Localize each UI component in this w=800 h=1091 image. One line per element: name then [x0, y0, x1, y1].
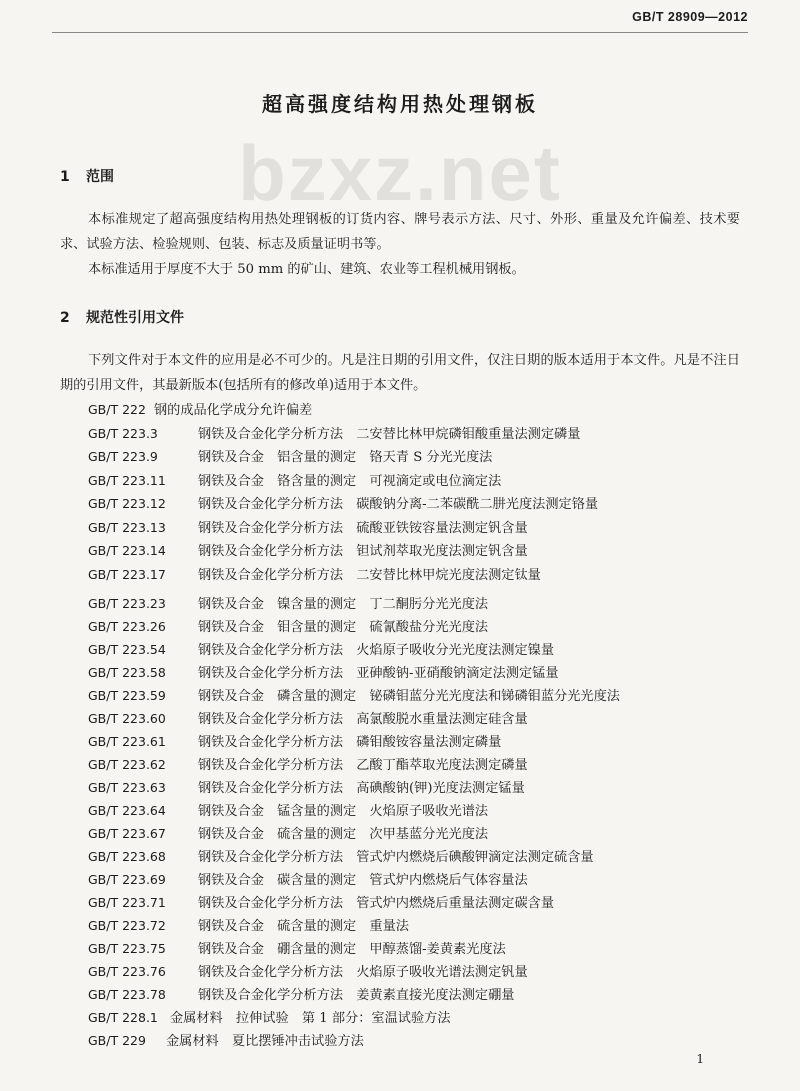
- reference-item: [88, 985, 515, 1005]
- reference-item: [88, 870, 528, 890]
- reference-code: GB/T 223.68: [88, 849, 166, 864]
- reference-item: [88, 447, 492, 467]
- reference-title: 金属材料 拉伸试验 第 1 部分：室温试验方法: [170, 1011, 451, 1026]
- reference-code: GB/T 223.63: [88, 780, 166, 795]
- reference-title: 钢铁及合金 铝含量的测定 铬天青 S 分光光度法: [198, 450, 493, 465]
- reference-title: 钢铁及合金化学分析方法 管式炉内燃烧后重量法测定碳含量: [198, 896, 555, 911]
- reference-code: GB/T 223.78: [88, 987, 166, 1002]
- section-1-title: 范围: [86, 169, 114, 185]
- reference-item: [88, 1031, 364, 1051]
- reference-title: 钢铁及合金 铬含量的测定 可视滴定或电位滴定法: [198, 474, 502, 489]
- standard-code: GB/T 28909—2012: [632, 10, 748, 24]
- reference-item: [88, 640, 554, 660]
- reference-title: 钢铁及合金化学分析方法 乙酸丁酯萃取光度法测定磷量: [198, 758, 528, 773]
- reference-title: 钢铁及合金 碳含量的测定 管式炉内燃烧后气体容量法: [198, 873, 528, 888]
- reference-code: GB/T 223.62: [88, 757, 166, 772]
- reference-item: [88, 400, 312, 420]
- reference-code: GB/T 223.75: [88, 941, 166, 956]
- reference-item: [88, 893, 554, 913]
- reference-title: 钢铁及合金 硼含量的测定 甲醇蒸馏-姜黄素光度法: [198, 942, 506, 957]
- reference-code: GB/T 223.58: [88, 665, 166, 680]
- reference-item: [88, 565, 541, 585]
- reference-item: [88, 518, 528, 538]
- reference-item: [88, 594, 488, 614]
- reference-item: [88, 686, 620, 706]
- section-1-paragraph-1: 本标准规定了超高强度结构用热处理钢板的订货内容、牌号表示方法、尺寸、外形、重量及允许偏差、技术要求、试验方法、检验规则、包装、标志及质量证明书等。: [60, 212, 740, 252]
- reference-code: GB/T 229: [88, 1033, 146, 1048]
- reference-title: 钢铁及合金 锰含量的测定 火焰原子吸收光谱法: [198, 804, 489, 819]
- reference-title: 钢铁及合金化学分析方法 高氯酸脱水重量法测定硅含量: [198, 712, 528, 727]
- reference-title: 钢铁及合金 钼含量的测定 硫氰酸盐分光光度法: [198, 620, 489, 635]
- reference-code: GB/T 223.9: [88, 449, 158, 464]
- reference-item: [88, 663, 559, 683]
- section-1-number: 1: [60, 169, 70, 185]
- watermark: bzxz.net: [238, 129, 562, 217]
- page-number: 1: [696, 1052, 704, 1066]
- section-2-number: 2: [60, 310, 70, 326]
- reference-title: 钢铁及合金化学分析方法 磷钼酸铵容量法测定磷量: [198, 735, 502, 750]
- reference-item: [88, 471, 501, 491]
- reference-item: [88, 1008, 451, 1028]
- reference-item: [88, 847, 594, 867]
- reference-item: [88, 939, 506, 959]
- header-divider: [52, 32, 748, 33]
- reference-title: 钢铁及合金化学分析方法 亚砷酸钠-亚硝酸钠滴定法测定锰量: [198, 666, 559, 681]
- reference-title: 钢铁及合金化学分析方法 硫酸亚铁铵容量法测定钒含量: [198, 521, 528, 536]
- reference-item: [88, 494, 598, 514]
- reference-code: GB/T 223.59: [88, 688, 166, 703]
- reference-item: [88, 541, 528, 561]
- section-2-heading: [60, 307, 184, 327]
- reference-title: 钢铁及合金化学分析方法 高碘酸钠(钾)光度法测定锰量: [198, 781, 525, 796]
- reference-item: [88, 617, 488, 637]
- section-2-intro: 下列文件对于本文件的应用是必不可少的。凡是注日期的引用文件，仅注日期的版本适用于本文件。凡是不注日期的引用文件，其最新版本(包括所有的修改单)适用于本文件。: [60, 353, 740, 393]
- reference-code: GB/T 228.1: [88, 1010, 158, 1025]
- section-1-heading: [60, 166, 114, 186]
- reference-title: 金属材料 夏比摆锤冲击试验方法: [166, 1034, 364, 1049]
- reference-title: 钢铁及合金化学分析方法 二安替比林甲烷磷钼酸重量法测定磷量: [198, 427, 581, 442]
- reference-title: 钢铁及合金 硫含量的测定 重量法: [198, 919, 409, 934]
- reference-title: 钢铁及合金 镍含量的测定 丁二酮肟分光光度法: [198, 597, 489, 612]
- reference-title: 钢铁及合金化学分析方法 姜黄素直接光度法测定硼量: [198, 988, 515, 1003]
- reference-title: 钢铁及合金 磷含量的测定 铋磷钼蓝分光光度法和锑磷钼蓝分光光度法: [198, 689, 620, 704]
- reference-title: 钢铁及合金 硫含量的测定 次甲基蓝分光光度法: [198, 827, 489, 842]
- reference-title: 钢铁及合金化学分析方法 管式炉内燃烧后碘酸钾滴定法测定硫含量: [198, 850, 594, 865]
- reference-code: GB/T 223.72: [88, 918, 166, 933]
- reference-title: 钢铁及合金化学分析方法 火焰原子吸收光谱法测定钒量: [198, 965, 528, 980]
- reference-code: GB/T 223.71: [88, 895, 166, 910]
- reference-title: 钢铁及合金化学分析方法 碳酸钠分离-二苯碳酰二肼光度法测定铬量: [198, 497, 599, 512]
- reference-code: GB/T 223.67: [88, 826, 166, 841]
- reference-item: [88, 916, 409, 936]
- reference-title: 钢的成品化学成分允许偏差: [154, 403, 313, 418]
- reference-item: [88, 778, 525, 798]
- reference-item: [88, 709, 528, 729]
- reference-code: GB/T 222: [88, 402, 146, 417]
- reference-code: GB/T 223.54: [88, 642, 166, 657]
- reference-code: GB/T 223.17: [88, 567, 166, 582]
- reference-item: [88, 755, 528, 775]
- reference-code: GB/T 223.60: [88, 711, 166, 726]
- reference-item: [88, 962, 528, 982]
- reference-code: GB/T 223.12: [88, 496, 166, 511]
- reference-code: GB/T 223.76: [88, 964, 166, 979]
- section-2-title: 规范性引用文件: [86, 310, 184, 326]
- reference-code: GB/T 223.14: [88, 543, 166, 558]
- reference-title: 钢铁及合金化学分析方法 钽试剂萃取光度法测定钒含量: [198, 544, 528, 559]
- reference-code: GB/T 223.64: [88, 803, 166, 818]
- section-1-paragraph-2: 本标准适用于厚度不大于 50 mm 的矿山、建筑、农业等工程机械用钢板。: [88, 262, 525, 277]
- reference-title: 钢铁及合金化学分析方法 火焰原子吸收分光光度法测定镍量: [198, 643, 555, 658]
- reference-item: [88, 824, 488, 844]
- reference-item: [88, 801, 488, 821]
- document-title: 超高强度结构用热处理钢板: [262, 92, 538, 116]
- reference-code: GB/T 223.26: [88, 619, 166, 634]
- reference-code: GB/T 223.69: [88, 872, 166, 887]
- reference-title: 钢铁及合金化学分析方法 二安替比林甲烷光度法测定钛量: [198, 568, 541, 583]
- reference-code: GB/T 223.23: [88, 596, 166, 611]
- reference-item: [88, 732, 501, 752]
- reference-code: GB/T 223.11: [88, 473, 166, 488]
- reference-item: [88, 424, 580, 444]
- reference-code: GB/T 223.13: [88, 520, 166, 535]
- reference-code: GB/T 223.61: [88, 734, 166, 749]
- reference-code: GB/T 223.3: [88, 426, 158, 441]
